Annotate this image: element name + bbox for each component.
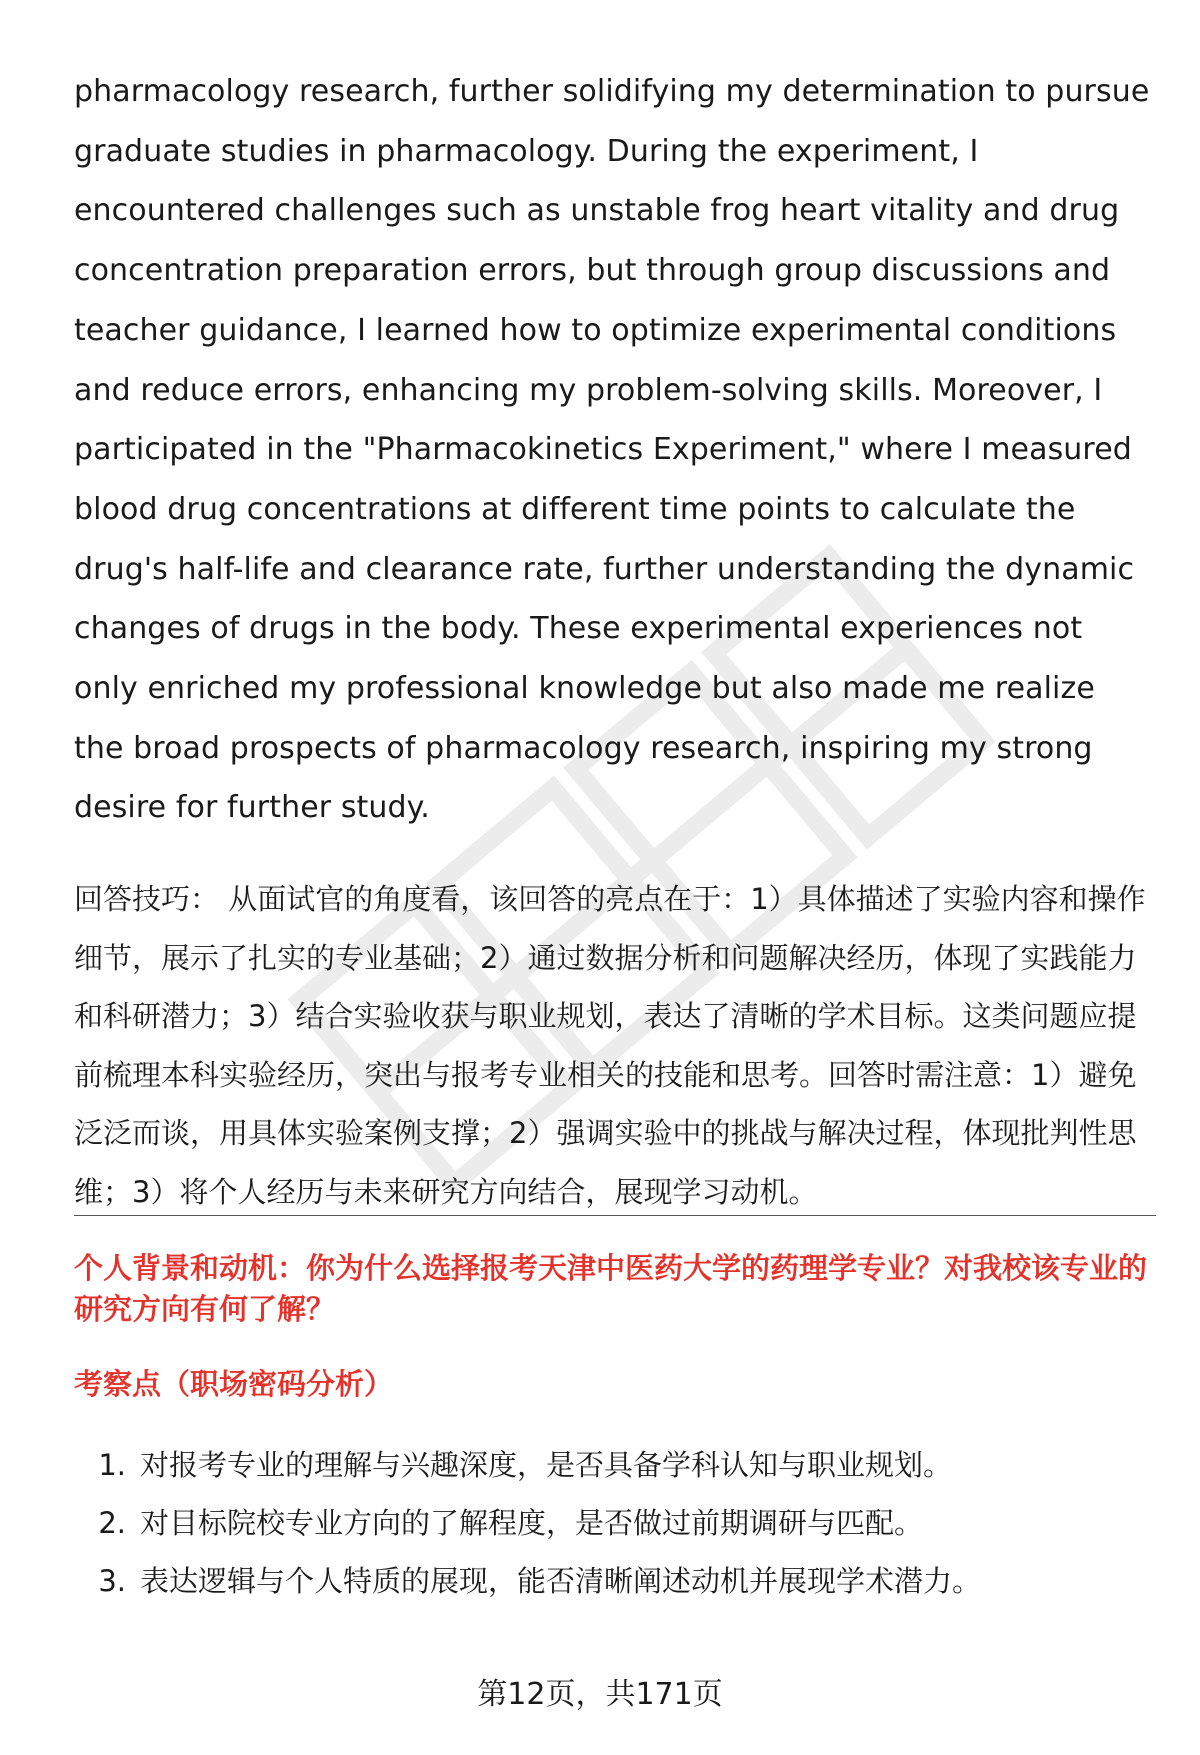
list-item-number: 3. [98, 1564, 126, 1598]
list-item [74, 1552, 1154, 1610]
page-number: 第12页，共171页 [477, 1677, 723, 1712]
section-divider [74, 1215, 1156, 1216]
assessment-points-heading: 考察点（职场密码分析） [74, 1367, 394, 1401]
assessment-points-list [74, 1436, 1154, 1610]
main-content [74, 62, 1154, 1221]
question-heading: 个人背景和动机：你为什么选择报考天津中医药大学的药理学专业？对我校该专业的研究方向有何了解？ [74, 1251, 1148, 1326]
list-item [74, 1494, 1154, 1552]
list-item-text: 对报考专业的理解与兴趣深度，是否具备学科认知与职业规划。 [140, 1448, 953, 1482]
experiment-paragraph: pharmacology research, further solidifying my determination to pursue graduate studies in pharmacology. During the experiment, I encountered challenges such as unstable frog heart vitality and drug concentration preparation errors, but through group discussions and teacher guidance, I learned how to optimize experimental conditions and reduce errors, enhancing my problem-solving skills. Moreover, I participated in the "Pharmacokinetics Experiment," where I measured blood drug concentrations at different time points to calculate the drug's half-life and clearance rate, further understanding the dynamic changes of drugs in the body. These experimental experiences not only enriched my professional knowledge but also made me realize the broad prospects of pharmacology research, inspiring my strong desire for further study. [74, 74, 1150, 826]
list-item-text: 对目标院校专业方向的了解程度，是否做过前期调研与匹配。 [140, 1506, 924, 1540]
list-item-number: 2. [98, 1506, 126, 1540]
list-item-text: 表达逻辑与个人特质的展现，能否清晰阐述动机并展现学术潜力。 [140, 1564, 982, 1598]
list-item [74, 1436, 1154, 1494]
list-item-number: 1. [98, 1448, 126, 1482]
answer-tip-paragraph: 回答技巧： 从面试官的角度看，该回答的亮点在于：1）具体描述了实验内容和操作细节，展示了扎实的专业基础；2）通过数据分析和问题解决经历，体现了实践能力和科研潜力；3）结合实验收获与职业规划，表达了清晰的学术目标。这类问题应提前梳理本科实验经历，突出与报考专业相关的技能和思考。回答时需注意：1）避免泛泛而谈，用具体实验案例支撑；2）强调实验中的挑战与解决过程，体现批判性思维；3）将个人经历与未来研究方向结合，展现学习动机。 [74, 882, 1146, 1209]
